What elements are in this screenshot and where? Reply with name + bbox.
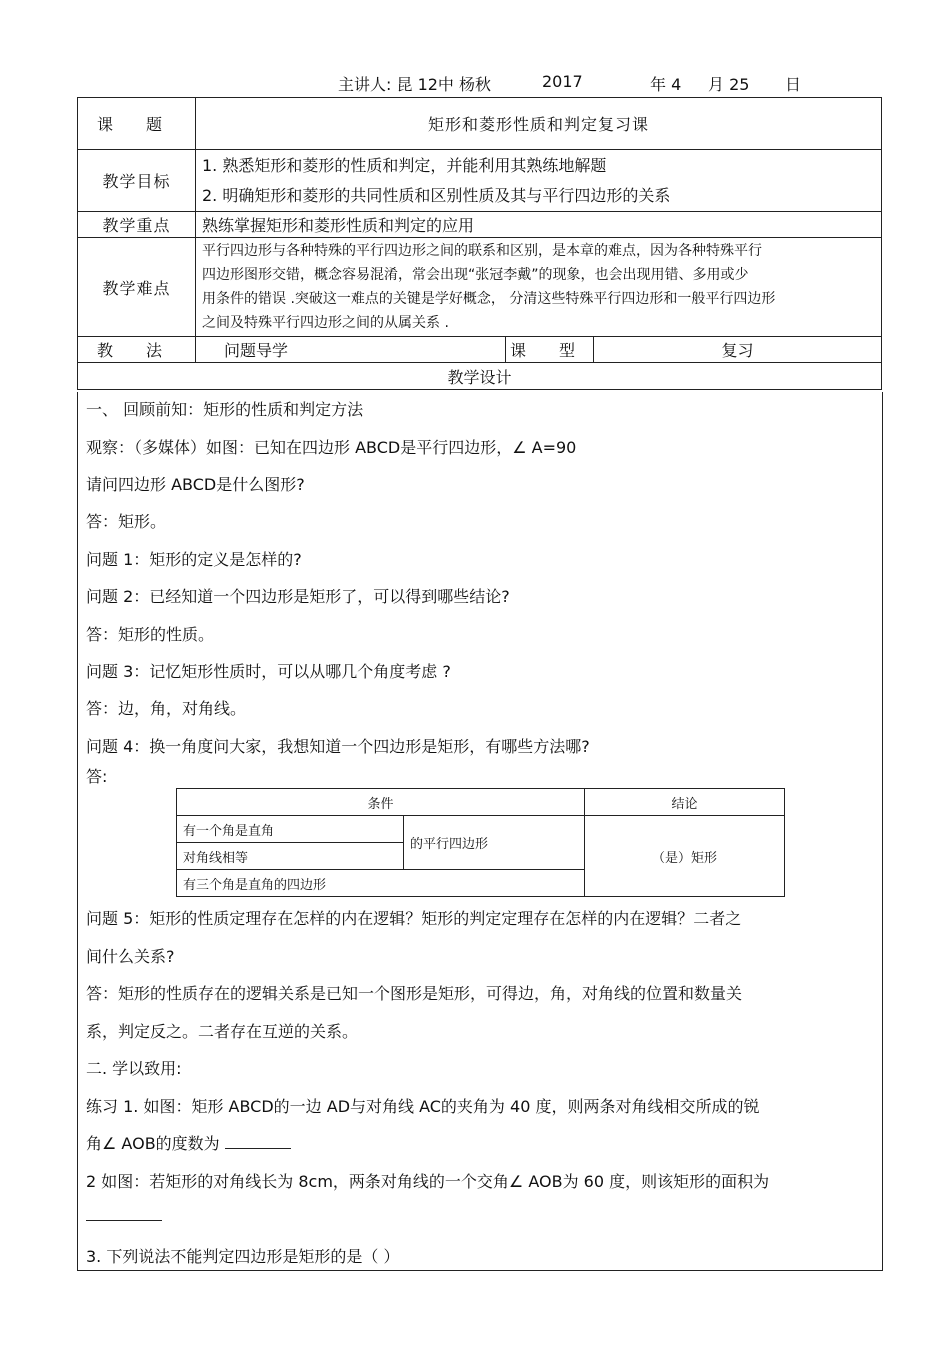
date-month-day: 月 25	[708, 75, 750, 94]
design-heading: 教学设计	[78, 363, 882, 390]
difficulty-line: 平行四边形与各种特殊的平行四边形之间的联系和区别，是本章的难点，因为各种特殊平行	[202, 243, 762, 259]
question-5-line-1: 问题 5：矩形的性质定理存在怎样的内在逻辑？矩形的判定定理存在怎样的内在逻辑？二者之	[86, 909, 742, 928]
answer-3: 答：边，角，对角线。	[86, 699, 247, 718]
difficulty-line: 四边形图形交错，概念容易混淆，常会出现“张冠李戴”的现象，也会出现用错、多用或少	[202, 267, 749, 283]
answer-2: 答：矩形的性质。	[86, 625, 215, 644]
goal-content	[196, 150, 882, 212]
conclusion-cell: （是）矩形	[585, 816, 785, 897]
question-4: 问题 4：换一角度问大家，我想知道一个四边形是矩形，有哪些方法哪?	[86, 737, 590, 756]
section-2-title: 二. 学以致用:	[86, 1059, 182, 1078]
conclusion-header: 结论	[585, 789, 785, 816]
exercise-1-line-1: 练习 1. 如图：矩形 ABCD的一边 AD与对角线 AC的夹角为 40 度，则两条对角线相交所成的锐	[86, 1097, 760, 1116]
type-value: 复习	[594, 337, 882, 363]
key-content: 熟练掌握矩形和菱形性质和判定的应用	[196, 212, 882, 238]
condition-cell: 有三个角是直角的四边形	[177, 870, 585, 897]
difficulty-label: 教学难点	[78, 238, 196, 337]
condition-cell: 对角线相等	[177, 843, 404, 870]
date-year-unit: 年 4	[650, 75, 682, 94]
method-label: 教 法	[78, 337, 196, 363]
question-1: 问题 1：矩形的定义是怎样的?	[86, 550, 302, 569]
type-label: 课 型	[506, 337, 594, 363]
observation: 观察：（多媒体）如图：已知在四边形 ABCD是平行四边形，∠ A=90	[86, 438, 577, 457]
date-year: 2017	[542, 72, 583, 91]
condition-cell: 有一个角是直角	[177, 816, 404, 843]
answer-blank[interactable]	[86, 1206, 162, 1221]
section-1-title: 一、 回顾前知：矩形的性质和判定方法	[86, 400, 364, 419]
answer-5-line-2: 系，判定反之。二者存在互逆的关系。	[86, 1022, 359, 1041]
answer-blank[interactable]	[225, 1134, 291, 1149]
condition-header: 条件	[177, 789, 585, 816]
exercise-2: 2 如图：若矩形的对角线长为 8cm，两条对角线的一个交角∠ AOB为 60 度，则该矩形的面积为	[86, 1172, 770, 1191]
difficulty-line: 之间及特殊平行四边形之间的从属关系 .	[202, 315, 449, 331]
exercise-2-blank	[86, 1206, 162, 1225]
difficulty-content	[196, 238, 882, 337]
question-2: 问题 2：已经知道一个四边形是矩形了，可以得到哪些结论?	[86, 587, 510, 606]
answer-text: 答：矩形。	[86, 512, 167, 531]
difficulty-line: 用条件的错误 .突破这一难点的关键是学好概念， 分清这些特殊平行四边形和一般平行四边形	[202, 291, 776, 307]
date-day-unit: 日	[785, 75, 802, 94]
exercise-3: 3. 下列说法不能判定四边形是矩形的是（ ）	[86, 1247, 400, 1266]
question-5-line-2: 间什么关系?	[86, 947, 175, 966]
goal-label: 教学目标	[78, 150, 196, 212]
speaker-info: 主讲人: 昆 12中 杨秋	[338, 75, 492, 94]
condition-table	[176, 788, 785, 897]
question-text: 请问四边形 ABCD是什么图形?	[86, 475, 305, 494]
goal-item: 2. 明确矩形和菱形的共同性质和区别性质及其与平行四边形的关系	[202, 185, 671, 205]
answer-5-line-1: 答：矩形的性质存在的逻辑关系是已知一个图形是矩形，可得边，角，对角线的位置和数量关	[86, 984, 743, 1003]
answer-4: 答:	[86, 767, 108, 786]
lesson-title: 矩形和菱形性质和判定复习课	[196, 98, 882, 150]
lesson-plan-table	[77, 97, 882, 390]
goal-item: 1. 熟悉矩形和菱形的性质和判定，并能利用其熟练地解题	[202, 155, 607, 175]
method-value: 问题导学	[196, 337, 506, 363]
design-body	[77, 392, 883, 1271]
condition-middle: 的平行四边形	[404, 816, 585, 870]
exercise-1-line-2	[86, 1131, 291, 1154]
key-label: 教学重点	[78, 212, 196, 238]
exercise-1-text: 角∠ AOB的度数为	[86, 1134, 220, 1153]
topic-label: 课 题	[78, 98, 196, 150]
question-3: 问题 3：记忆矩形性质时，可以从哪几个角度考虑 ?	[86, 662, 451, 681]
